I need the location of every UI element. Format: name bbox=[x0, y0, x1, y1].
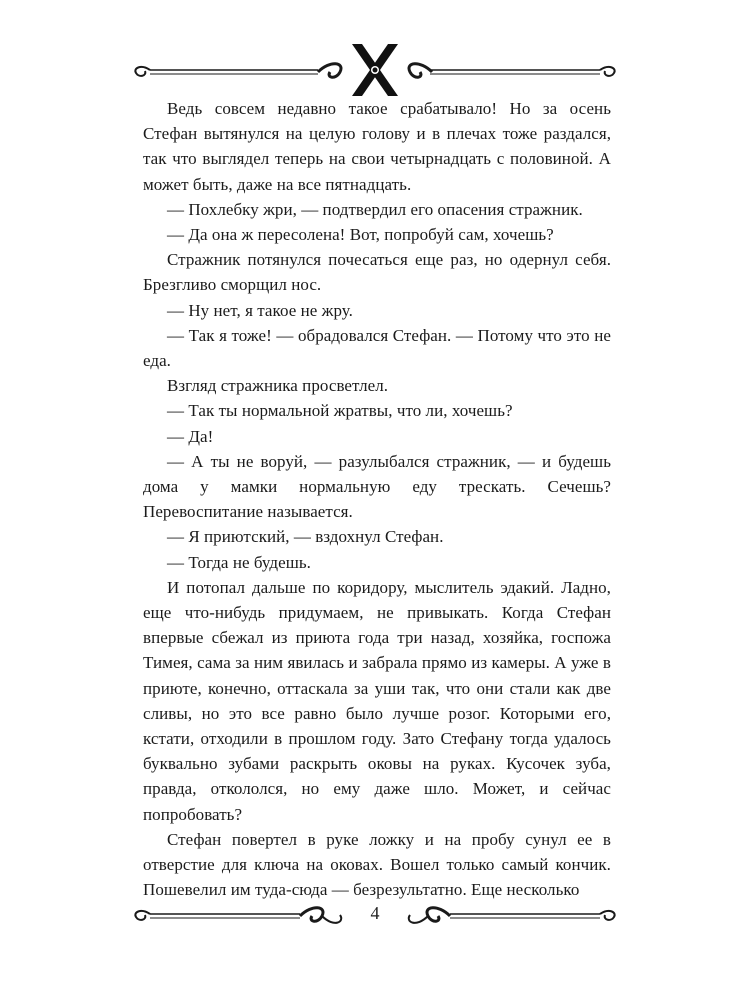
paragraph: — А ты не воруй, — разулыбался стражник, — и будешь дома у мамки нормальную еду трескать. Сечешь? Перевоспитание называется. bbox=[143, 451, 611, 522]
body-text bbox=[143, 96, 611, 903]
paragraph: Взгляд стражника просветлел. bbox=[167, 376, 389, 396]
paragraph: — Да! bbox=[167, 426, 214, 446]
paragraph: — Да она ж пересолена! Вот, попробуй сам, хочешь? bbox=[167, 225, 554, 245]
paragraph: Стефан повертел в руке ложку и на пробу сунул ее в отверстие для ключа на оковах. Вошел только самый кончик. Пошевелил им туда-сюда — безрезультатно. Еще несколько bbox=[143, 829, 611, 900]
paragraph: — Так я тоже! — обрадовался Стефан. — Потому что это не еда. bbox=[143, 325, 611, 371]
paragraph: Ведь совсем недавно такое срабатывало! Но за осень Стефан вытянулся на целую голову и в плечах тоже раздался, так что выглядел теперь на свои четырнадцать с половиной. А может быть, даже на все пятнадцать. bbox=[143, 99, 611, 194]
paragraph: — Я приютский, — вздохнул Стефан. bbox=[167, 527, 444, 547]
paragraph: — Ну нет, я такое не жру. bbox=[167, 300, 353, 320]
page-number: 4 bbox=[370, 903, 380, 923]
paragraph: Стражник потянулся почесаться еще раз, но одернул себя. Брезгливо сморщил нос. bbox=[143, 250, 611, 295]
paragraph: — Так ты нормальной жратвы, что ли, хочешь? bbox=[167, 401, 513, 421]
header-ornament bbox=[0, 38, 750, 104]
paragraph: — Похлебку жри, — подтвердил его опасения стражник. bbox=[167, 199, 583, 219]
paragraph: — Тогда не будешь. bbox=[167, 552, 311, 572]
paragraph: И потопал дальше по коридору, мыслитель эдакий. Ладно, еще что-нибудь придумаем, не привыкать. Когда Стефан впервые сбежал из приюта года три назад, хозяйка, госпожа Тимея, сама за ним явилась и забрала прямо из камеры. А уже в приюте, конечно, оттаскала за уши так, что они стали как две сливы, но это все равно было лучше розог. Которыми его, кстати, отходили в прошлом году. Зато Стефану тогда удалось буквально зубами раскрыть оковы на руках. Кусочек зуба, правда, откололся, но ему даже шло. Может, и сейчас попробовать? bbox=[143, 577, 611, 824]
crossed-swords-ornament-icon bbox=[0, 38, 750, 104]
